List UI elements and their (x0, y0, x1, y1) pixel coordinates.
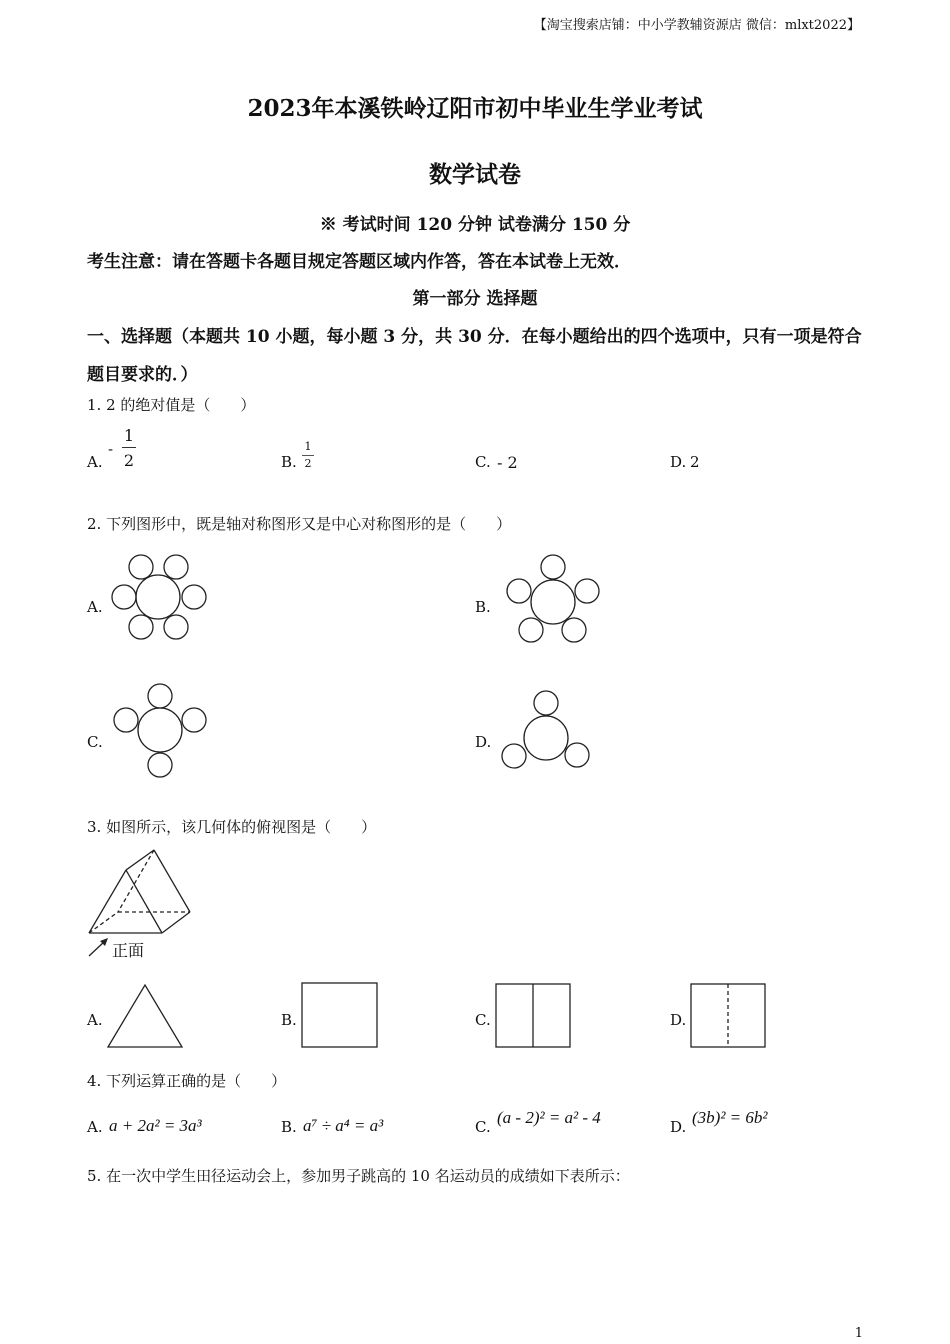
q1-option-a-label: A. (87, 453, 103, 471)
question-3-stem: 3. 如图所示，该几何体的俯视图是（ ） (87, 818, 377, 836)
q1-option-b-numerator: 1 (304, 440, 312, 453)
q3-figure-caption: 正面 (112, 941, 145, 960)
q3-option-a-label: A. (87, 1011, 103, 1029)
q1-option-c-value: - 2 (497, 453, 518, 472)
question-1-stem: 1. 2 的绝对值是（ ） (87, 396, 256, 414)
q1-option-c-label: C. (475, 453, 491, 471)
q3-option-d-label: D. (670, 1011, 687, 1029)
q1-option-a-denominator: 2 (123, 451, 135, 470)
q1-option-a-sign: - (108, 440, 114, 458)
q2-option-a-label: A. (87, 598, 103, 616)
section-heading: 一、选择题（本题共 10 小题，每小题 3 分，共 30 分．在每小题给出的四个选项中，只有一项是符合题目要求的．） (87, 327, 862, 385)
q2-option-c-label: C. (87, 733, 103, 751)
candidate-notice: 考生注意：请在答题卡各题目规定答题区域内作答，答在本试卷上无效． (87, 252, 631, 272)
exam-info: ※ 考试时间 120 分钟 试卷满分 150 分 (319, 215, 631, 235)
q1-option-d-value: 2 (690, 453, 700, 471)
header-watermark: 【淘宝搜索店铺：中小学教辅资源店 微信：mlxt2022】 (533, 18, 860, 33)
q4-option-d-label: D. (670, 1118, 687, 1136)
part-title: 第一部分 选择题 (412, 289, 538, 309)
q2-option-b-label: B. (475, 598, 491, 616)
exam-title: 2023年本溪铁岭辽阳市初中毕业生学业考试 (247, 95, 703, 122)
q1-option-b-label: B. (281, 453, 297, 471)
q4-option-c-label: C. (475, 1118, 491, 1136)
q4-option-a-expr: a + 2a² = 3a³ (109, 1116, 202, 1135)
question-4-stem: 4. 下列运算正确的是（ ） (87, 1072, 287, 1090)
question-5-stem: 5. 在一次中学生田径运动会上，参加男子跳高的 10 名运动员的成绩如下表所示： (87, 1167, 630, 1185)
q3-option-c-label: C. (475, 1011, 491, 1029)
q4-option-d-expr: (3b)² = 6b² (692, 1108, 768, 1127)
exam-subtitle: 数学试卷 (429, 161, 521, 188)
q3-option-b-label: B. (281, 1011, 297, 1029)
q1-option-d-label: D. (670, 453, 687, 471)
q4-option-a-label: A. (87, 1118, 103, 1136)
q4-option-b-label: B. (281, 1118, 297, 1136)
q1-option-a-numerator: 1 (123, 426, 135, 445)
question-2-stem: 2. 下列图形中，既是轴对称图形又是中心对称图形的是（ ） (87, 515, 512, 533)
q2-option-d-label: D. (475, 733, 492, 751)
q1-option-b-denominator: 2 (304, 457, 312, 470)
page-number: 1 (854, 1326, 863, 1341)
q4-option-c-expr: (a - 2)² = a² - 4 (497, 1108, 601, 1127)
q4-option-b-expr: a⁷ ÷ a⁴ = a³ (303, 1116, 384, 1135)
